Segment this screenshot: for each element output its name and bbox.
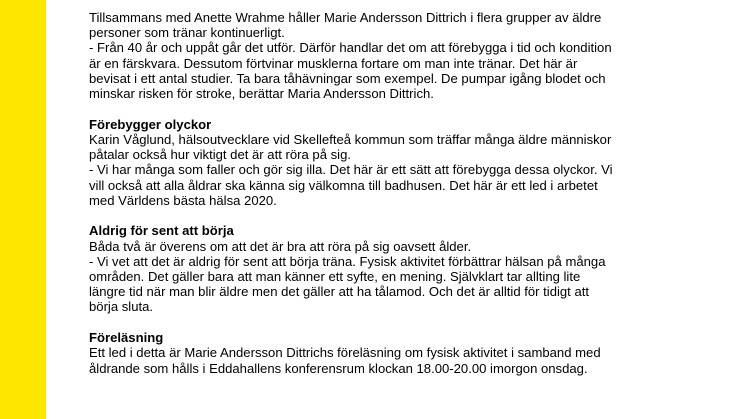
body-line: med Världens bästa hälsa 2020. <box>89 192 277 208</box>
body-line: Båda två är överens om att det är bra att röra på sig oavsett ålder. <box>89 238 472 254</box>
intro-line: minskar risken för stroke, berättar Maria Andersson Dittrich. <box>89 86 434 102</box>
intro-line: personer som tränar kontinuerligt. <box>89 25 285 41</box>
body-line: områden. Det gäller bara att man känner ett syfte, en mening. Självklart tar allting lite <box>89 269 581 285</box>
intro-line: är en färskvara. Dessutom förtvinar musklerna fortare om man inte tränar. Det här är <box>89 55 578 71</box>
intro-line: - Från 40 år och uppåt går det utför. Därför handlar det om att förebygga i tid och kondition <box>89 40 612 56</box>
section-forebygger-olyckor <box>89 117 709 208</box>
body-line: åldrande som hålls i Eddahallens konferensrum klockan 18.00-20.00 imorgon onsdag. <box>89 360 588 376</box>
body-line: - Vi har många som faller och gör sig illa. Det här är ett sätt att förebygga dessa olyckor. Vi <box>89 162 613 178</box>
body-line: Karin Våglund, hälsoutvecklare vid Skellefteå kommun som träffar många äldre människor <box>89 131 612 147</box>
body-line: Ett led i detta är Marie Andersson Dittrichs föreläsning om fysisk aktivitet i samband med <box>89 345 601 361</box>
intro-line: bevisat i ett antal studier. Ta bara tåhävningar som exempel. De pumpar igång blodet och <box>89 70 606 86</box>
body-line: vill också att alla åldrar ska känna sig välkomna till badhusen. Det här är ett led i arbetet <box>89 177 598 193</box>
section-heading: Föreläsning <box>89 330 164 346</box>
intro-paragraph <box>89 10 709 101</box>
section-heading: Förebygger olyckor <box>89 116 212 132</box>
accent-sidebar <box>0 0 46 419</box>
body-line: längre tid när man blir äldre men det gäller att ha tålamod. Och det är alltid för tidigt att <box>89 284 590 300</box>
body-line: - Vi vet att det är aldrig för sent att börja träna. Fysisk aktivitet förbättrar hälsan på många <box>89 253 606 269</box>
section-forelasning <box>89 330 709 376</box>
intro-line: Tillsammans med Anette Wrahme håller Marie Andersson Dittrich i flera grupper av äldre <box>89 10 602 25</box>
article-body <box>89 10 709 376</box>
section-aldrig-for-sent <box>89 223 709 314</box>
body-line: påtalar också hur viktigt det är att röra på sig. <box>89 147 352 163</box>
body-line: börja sluta. <box>89 299 154 315</box>
section-heading: Aldrig för sent att börja <box>89 223 234 239</box>
